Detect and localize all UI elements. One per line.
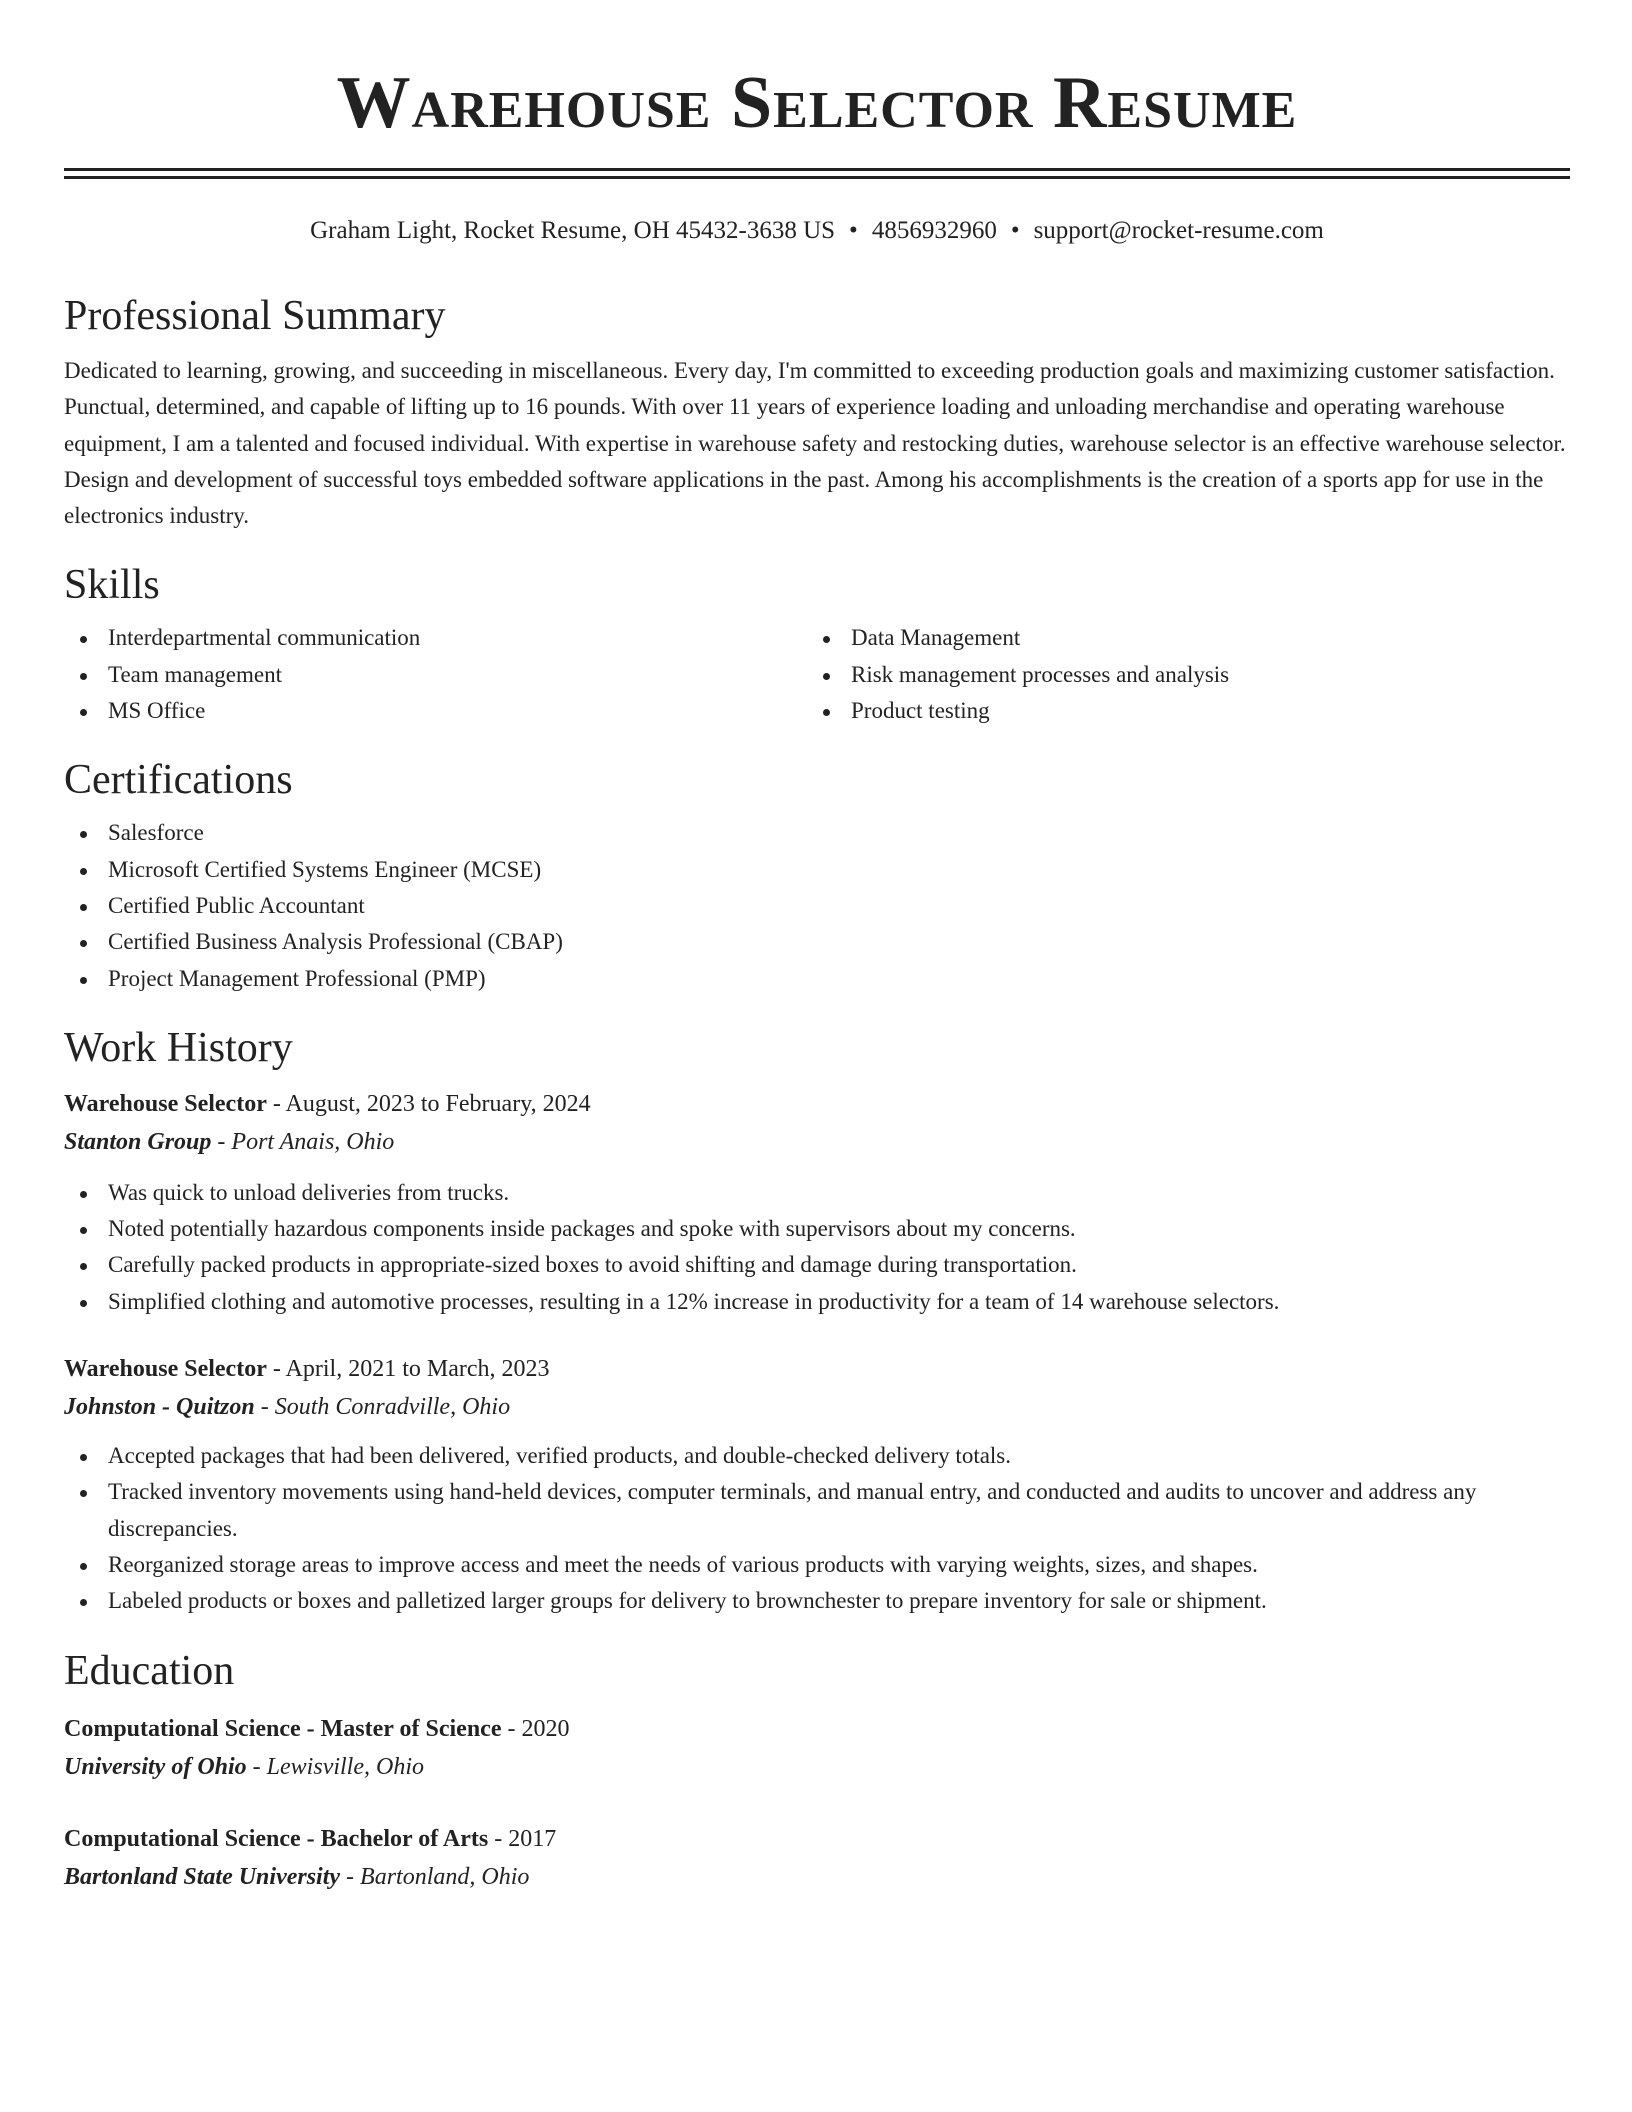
certification-item: Certified Business Analysis Professional (CBAP) [64, 924, 1570, 960]
school-name: University of Ohio [64, 1753, 247, 1780]
certification-item: Salesforce [64, 815, 1570, 851]
company-name: Johnston - Quitzon [64, 1394, 255, 1421]
duty-item: Accepted packages that had been delivered, verified products, and double-checked delivery totals. [64, 1438, 1570, 1474]
skill-item: Data Management [807, 620, 1550, 656]
degree-line [64, 1710, 1570, 1748]
contact-separator: • [849, 217, 858, 244]
skill-item: Product testing [807, 693, 1550, 729]
page-title: Warehouse Selector Resume [336, 62, 1298, 144]
duty-item: Labeled products or boxes and palletized larger groups for delivery to brownchester to prepare inventory for sale or shipment. [64, 1583, 1570, 1619]
company-location: Port Anais, Ohio [231, 1128, 395, 1155]
dash: - [507, 1715, 516, 1742]
certification-item: Project Management Professional (PMP) [64, 961, 1570, 997]
job-duties [64, 1175, 1570, 1320]
education-entry [64, 1820, 1570, 1896]
duty-item: Reorganized storage areas to improve access and meet the needs of various products with varying weights, sizes, and shapes. [64, 1547, 1570, 1583]
duty-item: Tracked inventory movements using hand-held devices, computer terminals, and manual entry, and conducted and audits to uncover and address any discrepancies. [64, 1474, 1570, 1547]
school-name: Bartonland State University [64, 1863, 341, 1890]
dash: - [272, 1090, 281, 1117]
dash: - [494, 1825, 503, 1852]
job-title-line [64, 1350, 1570, 1388]
duty-item: Carefully packed products in appropriate-sized boxes to avoid shifting and damage during transportation. [64, 1247, 1570, 1283]
contact-address: Graham Light, Rocket Resume, OH 45432-3638 US [310, 217, 836, 244]
dash: - [272, 1356, 281, 1383]
summary-text: Dedicated to learning, growing, and succeeding in miscellaneous. Every day, I'm committed to exceeding production goals and maximizing customer satisfaction. Punctual, determined, and capable of lifting up to 16 pounds. With over 11 years of experience loading and unloading merchandise and operating warehouse equipment, I am a talented and focused individual. With expertise in warehouse safety and restocking duties, warehouse selector is an effective warehouse selector. Design and development of successful toys embedded software applications in the past. Among his accomplishments is the creation of a sports app for use in the electronics industry. [64, 358, 1566, 529]
skills-list [64, 620, 1570, 729]
school-location: Lewisville, Ohio [266, 1753, 424, 1780]
duty-item: Simplified clothing and automotive processes, resulting in a 12% increase in productivity for a team of 14 warehouse selectors. [64, 1284, 1570, 1320]
skill-item: Interdepartmental communication [64, 620, 807, 656]
company-location: South Conradville, Ohio [274, 1394, 511, 1421]
job-dates: April, 2021 to March, 2023 [285, 1356, 550, 1383]
graduation-year: 2017 [508, 1825, 557, 1852]
certifications-heading: Certifications [64, 757, 293, 804]
dash: - [346, 1863, 355, 1890]
job-entry [64, 1350, 1570, 1619]
education-entry [64, 1710, 1570, 1786]
contact-line [64, 215, 1570, 247]
skills-heading: Skills [64, 562, 160, 609]
company-name: Stanton Group [64, 1128, 212, 1155]
job-title: Warehouse Selector [64, 1090, 267, 1117]
contact-separator: • [1010, 217, 1020, 244]
company-line [64, 1123, 1570, 1161]
school-line [64, 1858, 1570, 1896]
job-duties [64, 1438, 1570, 1619]
dash: - [217, 1128, 226, 1155]
skills-column-left [64, 620, 807, 729]
contact-email: support@rocket-resume.com [1033, 217, 1324, 244]
duty-item: Was quick to unload deliveries from trucks. [64, 1175, 1570, 1211]
job-title: Warehouse Selector [64, 1356, 267, 1383]
certification-item: Microsoft Certified Systems Engineer (MCSE) [64, 852, 1570, 888]
duty-item: Noted potentially hazardous components inside packages and spoke with supervisors about my concerns. [64, 1211, 1570, 1247]
resume-page [64, 0, 1570, 1896]
education-heading: Education [64, 1647, 235, 1694]
school-line [64, 1748, 1570, 1786]
skill-item: MS Office [64, 693, 807, 729]
contact-phone: 4856932960 [871, 217, 997, 244]
dash: - [260, 1394, 269, 1421]
summary-heading: Professional Summary [64, 293, 446, 339]
job-entry [64, 1085, 1570, 1320]
graduation-year: 2020 [521, 1715, 570, 1742]
company-line [64, 1388, 1570, 1426]
skill-item: Team management [64, 657, 807, 693]
degree: Computational Science - Bachelor of Arts [64, 1825, 489, 1852]
school-location: Bartonland, Ohio [360, 1863, 530, 1890]
skill-item: Risk management processes and analysis [807, 657, 1550, 693]
certification-item: Certified Public Accountant [64, 888, 1570, 924]
skills-column-right [807, 620, 1550, 729]
certifications-list [64, 815, 1570, 996]
degree: Computational Science - Master of Science [64, 1715, 502, 1742]
work-history-heading: Work History [64, 1024, 293, 1071]
degree-line [64, 1820, 1570, 1858]
dash: - [252, 1753, 261, 1780]
title-divider [64, 168, 1570, 179]
job-title-line [64, 1085, 1570, 1123]
job-dates: August, 2023 to February, 2024 [285, 1090, 591, 1117]
